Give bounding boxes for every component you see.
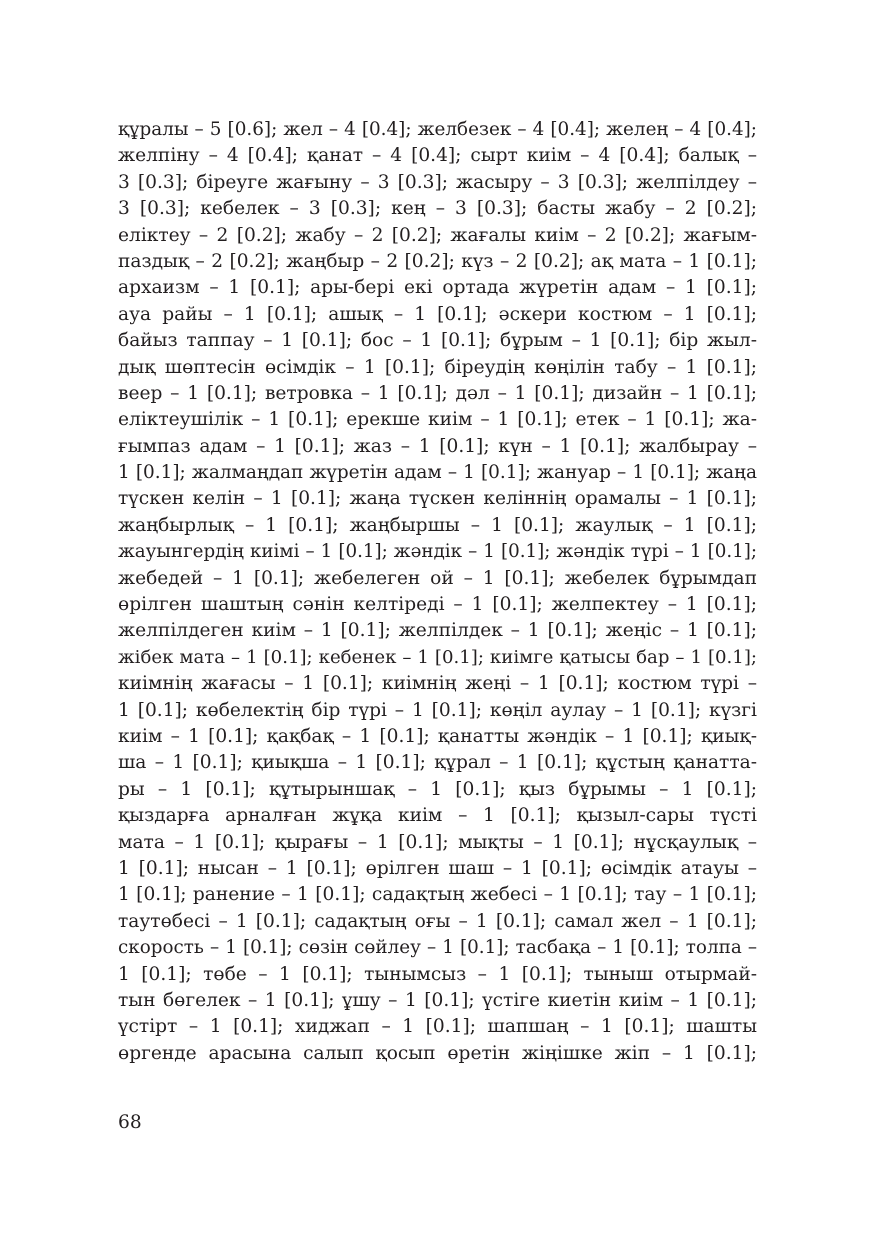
text-line: тын бөгелек – 1 [0.1]; ұшу – 1 [0.1]; үстіге киетін киім – 1 [0.1]; bbox=[118, 989, 757, 1011]
text-line: үстірт – 1 [0.1]; хиджап – 1 [0.1]; шапшаң – 1 [0.1]; шашты bbox=[118, 1016, 757, 1038]
text-line: 1 [0.1]; ранение – 1 [0.1]; садақтың жебесі – 1 [0.1]; тау – 1 [0.1]; bbox=[118, 884, 757, 906]
text-line: 3 [0.3]; біреуге жағыну – 3 [0.3]; жасыру – 3 [0.3]; желпілдеу – bbox=[118, 171, 757, 193]
text-line: веер – 1 [0.1]; ветровка – 1 [0.1]; дәл – 1 [0.1]; дизайн – 1 [0.1]; bbox=[118, 382, 757, 404]
text-line: өргенде арасына салып қосып өретін жіңішке жіп – 1 [0.1]; bbox=[118, 1042, 757, 1064]
text-line: скорость – 1 [0.1]; сөзін сөйлеу – 1 [0.1]; тасбақа – 1 [0.1]; толпа – bbox=[118, 937, 757, 959]
text-line: киім – 1 [0.1]; қақбақ – 1 [0.1]; қанатты жәндік – 1 [0.1]; қиық- bbox=[118, 725, 757, 747]
text-line: өрілген шаштың сәнін келтіреді – 1 [0.1]; желпектеу – 1 [0.1]; bbox=[118, 594, 757, 616]
text-line: ры – 1 [0.1]; құтырыншақ – 1 [0.1]; қыз бұрымы – 1 [0.1]; bbox=[118, 778, 757, 800]
text-line: түскен келін – 1 [0.1]; жаңа түскен келіннің орамалы – 1 [0.1]; bbox=[118, 488, 757, 510]
text-line: жаңбырлық – 1 [0.1]; жаңбыршы – 1 [0.1]; жаулық – 1 [0.1]; bbox=[118, 514, 757, 536]
text-line: желпілдеген киім – 1 [0.1]; желпілдек – 1 [0.1]; жеңіс – 1 [0.1]; bbox=[118, 620, 757, 642]
text-line: мата – 1 [0.1]; қырағы – 1 [0.1]; мықты – 1 [0.1]; нұсқаулық – bbox=[118, 831, 757, 853]
text-line: құралы – 5 [0.6]; жел – 4 [0.4]; желбезек – 4 [0.4]; желең – 4 [0.4]; bbox=[118, 119, 757, 140]
text-line: жебедей – 1 [0.1]; жебелеген ой – 1 [0.1]; жебелек бұрымдап bbox=[118, 567, 757, 589]
text-line: жібек мата – 1 [0.1]; кебенек – 1 [0.1]; киімге қатысы бар – 1 [0.1]; bbox=[118, 646, 757, 668]
text-line: 1 [0.1]; жалмаңдап жүретін адам – 1 [0.1]; жануар – 1 [0.1]; жаңа bbox=[118, 462, 757, 484]
text-line: ғымпаз адам – 1 [0.1]; жаз – 1 [0.1]; күн – 1 [0.1]; жалбырау – bbox=[118, 435, 757, 457]
text-line: таутөбесі – 1 [0.1]; садақтың оғы – 1 [0.1]; самал жел – 1 [0.1]; bbox=[118, 910, 757, 932]
text-line: архаизм – 1 [0.1]; ары-бері екі ортада жүретін адам – 1 [0.1]; bbox=[118, 277, 757, 299]
text-line: 1 [0.1]; нысан – 1 [0.1]; өрілген шаш – 1 [0.1]; өсімдік атауы – bbox=[118, 857, 757, 879]
text-line: 3 [0.3]; кебелек – 3 [0.3]; кең – 3 [0.3]; басты жабу – 2 [0.2]; bbox=[118, 198, 757, 220]
text-line: ша – 1 [0.1]; қиықша – 1 [0.1]; құрал – 1 [0.1]; құстың қанатта- bbox=[118, 752, 757, 774]
text-line: 1 [0.1]; төбе – 1 [0.1]; тынымсыз – 1 [0.1]; тыныш отырмай- bbox=[118, 963, 757, 985]
text-line: 1 [0.1]; көбелектің бір түрі – 1 [0.1]; көңіл аулау – 1 [0.1]; күзгі bbox=[118, 699, 757, 721]
text-line: жауынгердің киімі – 1 [0.1]; жәндік – 1 [0.1]; жәндік түрі – 1 [0.1]; bbox=[118, 541, 757, 563]
text-line: ауа райы – 1 [0.1]; ашық – 1 [0.1]; әскери костюм – 1 [0.1]; bbox=[118, 303, 757, 325]
text-line: қыздарға арналған жұқа киім – 1 [0.1]; қызыл-сары түсті bbox=[118, 805, 757, 827]
text-line: паздық – 2 [0.2]; жаңбыр – 2 [0.2]; күз – 2 [0.2]; ақ мата – 1 [0.1]; bbox=[118, 250, 757, 272]
text-line: еліктеушілік – 1 [0.1]; ерекше киім – 1 [0.1]; етек – 1 [0.1]; жа- bbox=[118, 409, 757, 431]
body-text bbox=[118, 117, 757, 1067]
text-line: дық шөптесін өсімдік – 1 [0.1]; біреудің көңілін табу – 1 [0.1]; bbox=[118, 356, 757, 378]
text-line: киімнің жағасы – 1 [0.1]; киімнің жеңі – 1 [0.1]; костюм түрі – bbox=[118, 673, 757, 695]
text-line: байыз таппау – 1 [0.1]; бос – 1 [0.1]; бұрым – 1 [0.1]; бір жыл- bbox=[118, 330, 757, 352]
text-line: желпіну – 4 [0.4]; қанат – 4 [0.4]; сырт киім – 4 [0.4]; балық – bbox=[118, 145, 757, 167]
text-line: еліктеу – 2 [0.2]; жабу – 2 [0.2]; жағалы киім – 2 [0.2]; жағым- bbox=[118, 224, 757, 246]
page-number: 68 bbox=[118, 1112, 142, 1133]
